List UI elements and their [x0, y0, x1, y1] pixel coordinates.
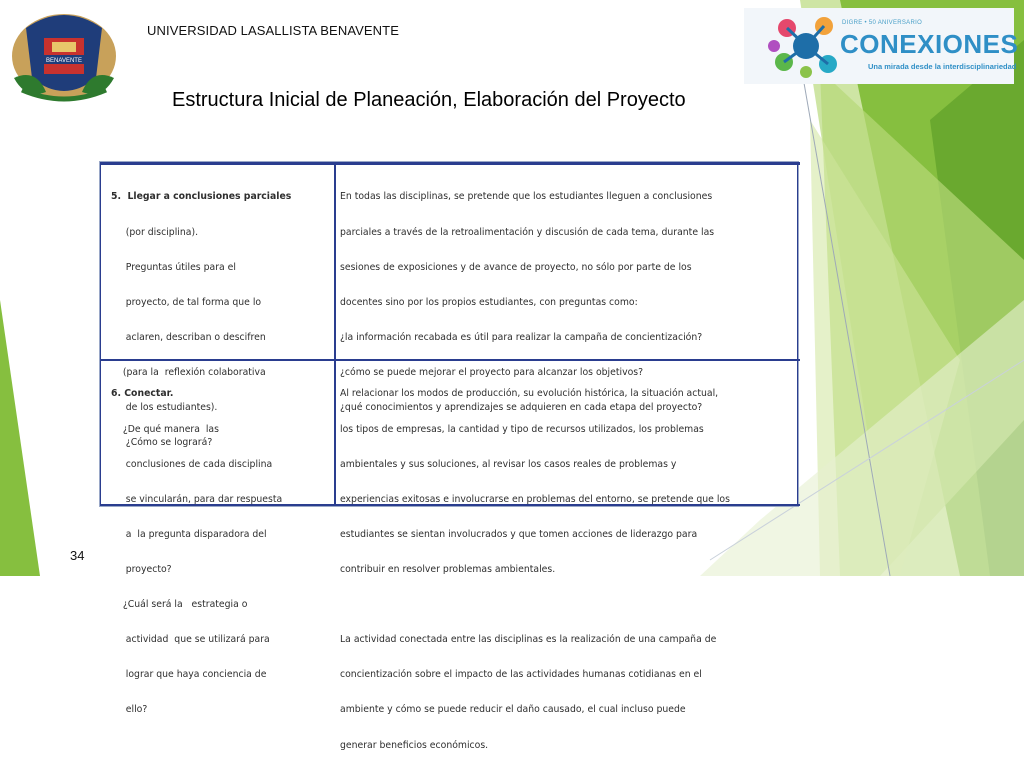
row5-left-line: de los estudiantes).	[111, 402, 218, 414]
row5-right-line: docentes sino por los propios estudiantes, con preguntas como:	[340, 296, 638, 308]
row5-heading: 5. Llegar a conclusiones parciales	[111, 191, 292, 203]
university-name: UNIVERSIDAD LASALLISTA BENAVENTE	[147, 23, 399, 38]
row5-right-line: En todas las disciplinas, se pretende que los estudiantes lleguen a conclusiones	[340, 191, 713, 203]
row6-right-line: los tipos de empresas, la cantidad y tipo de recursos utilizados, los problemas	[340, 423, 704, 435]
row6-right-line: ambientales y sus soluciones, al revisar los casos reales de problemas y	[340, 458, 677, 470]
row6-right-line: generar beneficios económicos.	[340, 739, 489, 751]
row6-left-line: a la pregunta disparadora del	[111, 528, 267, 540]
logo-anniversary-text: DIGRE • 50 ANIVERSARIO	[842, 20, 923, 26]
row6-left-line: ¿Cuál será la estrategia o	[111, 599, 248, 611]
table-right-border	[797, 162, 798, 506]
university-crest-logo	[6, 8, 122, 106]
row5-right-line: parciales a través de la retroalimentación y discusión de cada tema, durante las	[340, 226, 715, 238]
row6-right-line: La actividad conectada entre las disciplinas es la realización de una campaña de	[340, 634, 717, 646]
row5-right-line: ¿qué conocimientos y aprendizajes se adquieren en cada etapa del proyecto?	[340, 402, 703, 414]
row6-left-line: se vincularán, para dar respuesta	[111, 493, 283, 505]
row5-left-line: Preguntas útiles para el	[111, 261, 236, 273]
row6-left-line: conclusiones de cada disciplina	[111, 458, 273, 470]
logo-tagline: Una mirada desde la interdisciplinariedad	[868, 62, 1017, 71]
row6-left-line: lograr que haya conciencia de	[111, 669, 267, 681]
row6-right-line: experiencias exitosas e involucrarse en problemas del entorno, se pretende que los	[340, 493, 730, 505]
row5-right-line: ¿la información recabada es útil para realizar la campaña de concientización?	[340, 331, 703, 343]
row6-left-cell	[111, 365, 282, 740]
row6-left-line: ello?	[111, 704, 148, 716]
row6-right-line: estudiantes se sientan involucrados y que tomen acciones de liderazgo para	[340, 528, 698, 540]
row6-right-line: ambiente y cómo se puede reducir el daño causado, el cual incluso puede	[340, 704, 686, 716]
page-number: 34	[70, 548, 85, 563]
row5-left-line: aclaren, describan o descifren	[111, 331, 266, 343]
row5-left-line: ¿Cómo se logrará?	[111, 437, 213, 449]
row5-left-line: (por disciplina).	[111, 226, 199, 238]
row6-right-cell	[340, 365, 730, 775]
row5-right-line: ¿cómo se puede mejorar el proyecto para alcanzar los objetivos?	[340, 366, 644, 378]
row6-heading: 6. Conectar.	[111, 388, 174, 400]
row6-left-line: proyecto?	[111, 563, 172, 575]
planning-table	[99, 161, 799, 751]
slide-title: Estructura Inicial de Planeación, Elaboración del Proyecto	[172, 89, 686, 111]
row6-right-line: contribuir en resolver problemas ambientales.	[340, 563, 556, 575]
row6-right-line: concientización sobre el impacto de las actividades humanas cotidianas en el	[340, 669, 702, 681]
crest-banner-text: BENAVENTE	[46, 58, 82, 64]
logo-title: CONEXIONES	[840, 29, 1019, 59]
row6-left-line: actividad que se utilizará para	[111, 634, 270, 646]
row6-right-line: Al relacionar los modos de producción, su evolución histórica, la situación actual,	[340, 388, 719, 400]
table-left-border	[100, 162, 101, 506]
row5-left-line: proyecto, de tal forma que lo	[111, 296, 262, 308]
row5-right-line: sesiones de exposiciones y de avance de proyecto, no sólo por parte de los	[340, 261, 692, 273]
table-top-border	[100, 162, 800, 165]
row6-right-line	[340, 599, 730, 611]
table-column-divider	[334, 162, 336, 506]
row6-left-line: ¿De qué manera las	[111, 423, 219, 435]
row5-left-line: (para la reflexión colaborativa	[111, 366, 266, 378]
